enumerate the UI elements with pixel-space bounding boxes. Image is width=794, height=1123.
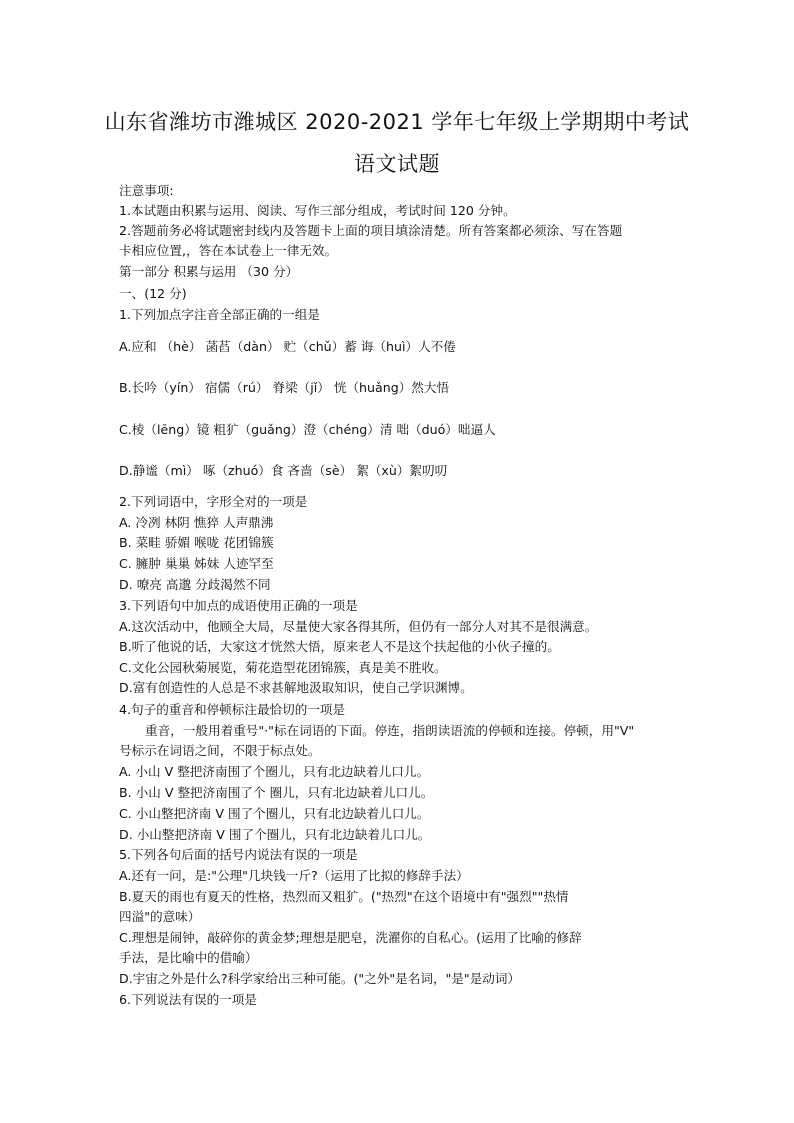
notice-item-2b: 卡相应位置,，答在本试卷上一律无效。 (119, 243, 338, 258)
q1-option-b: B.长吟（yín） 宿儒（rú） 脊梁（jǐ） 恍（huǎng）然大悟 (119, 380, 450, 395)
q2-option-c: C. 臃肿 巢巢 姊妹 人迹罕至 (119, 556, 274, 571)
section1-heading: 一、(12 分) (119, 286, 187, 301)
q1-option-c: C.棱（lēng）镜 粗犷（guǎng）澄（chéng）清 咄（duó）咄逼人 (119, 422, 496, 437)
q4-description-line1: 重音，一般用着重号"·"标在词语的下面。停连，指朗读语流的停顿和连接。停顿，用"V" (145, 723, 635, 738)
q5-option-d: D.宇宙之外是什么?科学家给出三种可能。("之外"是名词，"是"是动词） (119, 971, 521, 986)
q3-option-b: B.听了他说的话，大家这才恍然大悟，原来老人不是这个扶起他的小伙子撞的。 (119, 639, 560, 654)
q2-option-b: B. 菜畦 骄媚 喉咙 花团锦簇 (119, 535, 274, 550)
q5-stem: 5.下列各句后面的括号内说法有误的一项是 (119, 847, 358, 862)
page-title: 山东省潍坊市潍城区 2020-2021 学年七年级上学期期中考试 (104, 110, 690, 134)
notice-item-2a: 2.答题前务必将试题密封线内及答题卡上面的项目填涂清楚。所有答案都必须涂、写在答题 (119, 223, 623, 238)
q1-option-a: A.应和 （hè） 菡萏（dàn） 贮（chǔ）蓄 诲（huì）人不倦 (119, 339, 456, 354)
q5-option-c-line1: C.理想是闹钟，敲碎你的黄金梦;理想是肥皂，洗濯你的自私心。(运用了比喻的修辞 (119, 930, 582, 945)
q3-option-d: D.富有创造性的人总是不求甚解地汲取知识，使自己学识渊博。 (119, 680, 473, 695)
part1-heading: 第一部分 积累与运用 （30 分） (119, 264, 299, 279)
q6-stem: 6.下列说法有误的一项是 (119, 992, 257, 1007)
q2-option-d: D. 嘹亮 高邈 分歧渴然不同 (119, 577, 271, 592)
q5-option-c-line2: 手法，是比喻中的借喻） (119, 950, 258, 965)
notice-item-1: 1.本试题由积累与运用、阅读、写作三部分组成，考试时间 120 分钟。 (119, 203, 516, 218)
q2-stem: 2.下列词语中，字形全对的一项是 (119, 494, 308, 509)
q3-option-c: C.文化公园秋菊展览，菊花造型花团锦簇，真是美不胜收。 (119, 660, 447, 675)
q4-stem: 4.句子的重音和停顿标注最恰切的一项是 (119, 702, 346, 717)
q2-option-a: A. 冷冽 林阴 憔猝 人声鼎沸 (119, 515, 274, 530)
q5-option-b-line1: B.夏天的雨也有夏天的性格，热烈而又粗犷。("热烈"在这个语境中有"强烈""热情 (119, 889, 569, 904)
q5-option-a: A.还有一问，是:"公理"几块钱一斤?（运用了比拟的修辞手法） (119, 868, 469, 883)
q4-option-d: D. 小山整把济南 V 围了个圈儿，只有北边缺着儿口儿。 (119, 827, 431, 842)
q3-option-a: A.这次活动中，他顾全大局，尽量使大家各得其所，但仍有一部分人对其不是很满意。 (119, 619, 598, 634)
notice-heading: 注意事项: (119, 183, 174, 198)
q3-stem: 3.下列语句中加点的成语使用正确的一项是 (119, 598, 358, 613)
q4-description-line2: 号标示在词语之间，不限于标点处。 (119, 743, 321, 758)
q4-option-b: B. 小山 V 整把济南围了个 圈儿，只有北边缺着儿口儿。 (119, 785, 434, 800)
page-subtitle: 语文试题 (354, 152, 440, 176)
q4-option-a: A. 小山 V 整把济南围了个圈儿，只有北边缺着儿口儿。 (119, 764, 430, 779)
q5-option-b-line2: 四溢"的意味） (119, 909, 201, 924)
q4-option-c: C. 小山整把济南 V 围了个圈儿，只有北边缺着儿口儿。 (119, 806, 430, 821)
q1-option-d: D.静谧（mì） 啄（zhuó）食 吝啬（sè） 絮（xù）絮叨叨 (119, 463, 448, 478)
q1-stem: 1.下列加点字注音全部正确的一组是 (119, 307, 320, 322)
